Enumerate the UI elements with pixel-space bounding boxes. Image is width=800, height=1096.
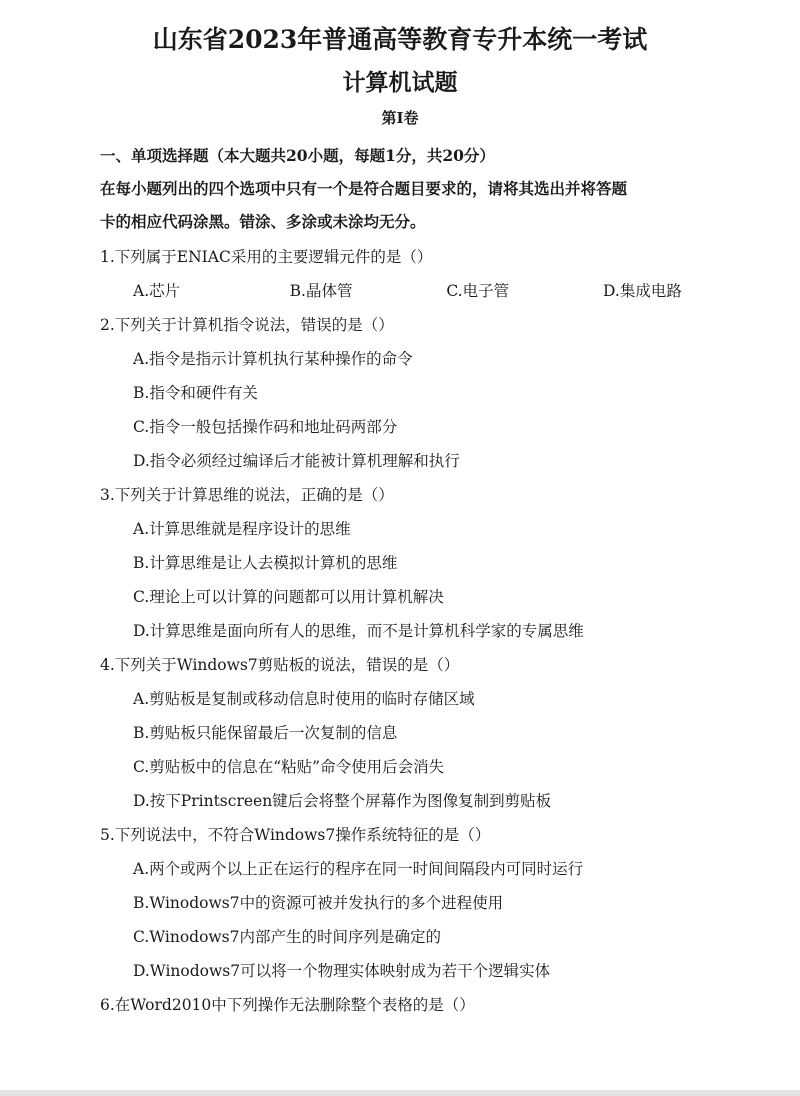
option: C.电子管	[446, 282, 510, 300]
exam-subject: 计算机试题	[342, 69, 458, 96]
section-heading: 一、单项选择题（本大题共20小题，每题1分，共20分）	[100, 146, 495, 165]
option: B.Winodows7中的资源可被并发执行的多个进程使用	[133, 894, 504, 912]
option: A.剪贴板是复制或移动信息时使用的临时存储区域	[133, 690, 475, 708]
option: B.指令和硬件有关	[133, 384, 258, 402]
question-stem: 4.下列关于Windows7剪贴板的说法，错误的是（）	[100, 656, 460, 674]
option: A.计算思维就是程序设计的思维	[133, 520, 351, 538]
option: B.晶体管	[289, 282, 353, 300]
option: C.剪贴板中的信息在“粘贴”命令使用后会消失	[133, 758, 445, 776]
option: C.指令一般包括操作码和地址码两部分	[133, 418, 398, 436]
option: D.集成电路	[603, 282, 682, 300]
option: C.Winodows7内部产生的时间序列是确定的	[133, 928, 442, 946]
option: C.理论上可以计算的问题都可以用计算机解决	[133, 588, 444, 606]
option: D.Winodows7可以将一个物理实体映射成为若干个逻辑实体	[133, 962, 551, 980]
question-stem: 6.在Word2010中下列操作无法删除整个表格的是（）	[100, 996, 475, 1014]
volume-label: 第I卷	[381, 109, 419, 127]
option: B.计算思维是让人去模拟计算机的思维	[133, 554, 398, 572]
option: A.指令是指示计算机执行某种操作的命令	[133, 350, 413, 368]
option: B.剪贴板只能保留最后一次复制的信息	[133, 724, 398, 742]
option: D.计算思维是面向所有人的思维，而不是计算机科学家的专属思维	[133, 622, 584, 640]
instruction-line-1: 在每小题列出的四个选项中只有一个是符合题目要求的，请将其选出并将答题	[100, 179, 628, 198]
option: A.芯片	[133, 282, 181, 300]
instruction-line-2: 卡的相应代码涂黑。错涂、多涂或未涂均无分。	[100, 212, 426, 231]
page-bottom-edge	[0, 1090, 800, 1096]
exam-title: 山东省2023年普通高等教育专升本统一考试	[152, 25, 648, 54]
question-stem: 5.下列说法中，不符合Windows7操作系统特征的是（）	[100, 826, 491, 844]
option: D.按下Printscreen键后会将整个屏幕作为图像复制到剪贴板	[133, 792, 552, 810]
question-stem: 3.下列关于计算思维的说法，正确的是（）	[100, 486, 394, 504]
question-stem: 1.下列属于ENIAC采用的主要逻辑元件的是（）	[100, 248, 433, 266]
question-stem: 2.下列关于计算机指令说法，错误的是（）	[100, 316, 394, 334]
option-row	[133, 279, 703, 301]
option: D.指令必须经过编译后才能被计算机理解和执行	[133, 452, 460, 470]
option: A.两个或两个以上正在运行的程序在同一时间间隔段内可同时运行	[133, 860, 584, 878]
